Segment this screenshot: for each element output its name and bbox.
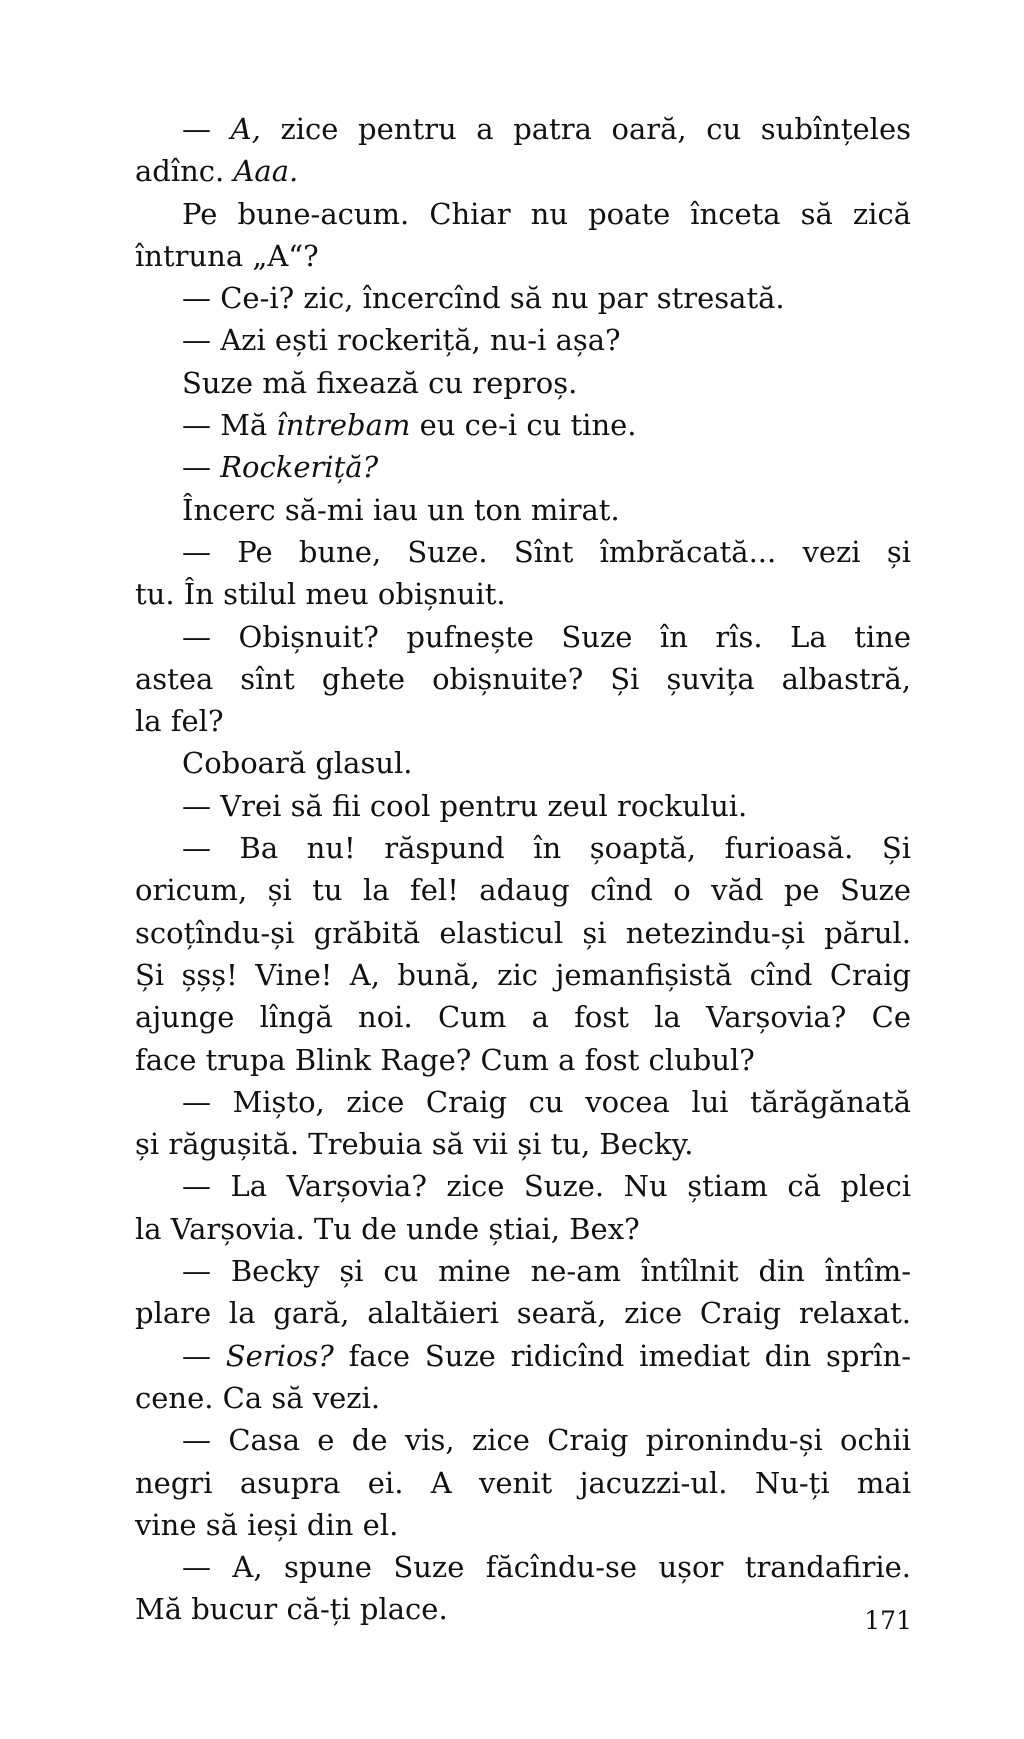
text-line <box>135 277 911 319</box>
italic-text-segment: Aaa. <box>233 154 299 189</box>
italic-text-segment: Serios? <box>225 1338 334 1373</box>
text-segment: — Ba nu! răspund în șoaptă, furioasă. Și <box>182 831 911 866</box>
text-line <box>135 1123 911 1165</box>
text-segment: Mă bucur că-ți place. <box>135 1592 448 1627</box>
text-segment: eu ce-i cu tine. <box>410 408 637 443</box>
text-segment: negri asupra ei. A venit jacuzzi-ul. Nu-ți mai <box>135 1465 911 1500</box>
text-line <box>135 912 911 954</box>
text-line <box>135 235 911 277</box>
text-segment: — La Varșovia? zice Suze. Nu știam că pleci <box>182 1169 911 1204</box>
page-number: 171 <box>864 1606 912 1635</box>
text-segment: ajunge lîngă noi. Cum a fost la Varșovia? Ce <box>135 1000 911 1035</box>
italic-text-segment: Rockeriță? <box>220 450 379 485</box>
text-segment: Coboară glasul. <box>182 746 413 781</box>
text-segment: tu. În stilul meu obișnuit. <box>135 577 506 612</box>
text-line <box>135 1165 911 1207</box>
text-line <box>135 404 911 446</box>
text-line <box>135 531 911 573</box>
text-segment: — Azi ești rockeriță, nu-i așa? <box>182 323 621 358</box>
text-segment: — Becky și cu mine ne-am întîlnit din întîm- <box>182 1254 911 1289</box>
text-line <box>135 1462 911 1504</box>
text-segment: — Ce-i? zic, încercînd să nu par stresată. <box>182 281 785 316</box>
text-line <box>135 1208 911 1250</box>
text-segment: la Varșovia. Tu de unde știai, Bex? <box>135 1211 640 1246</box>
text-segment: Și șșș! Vine! A, bună, zic jemanfișistă cînd Craig <box>135 957 911 992</box>
text-segment: vine să ieși din el. <box>135 1507 399 1542</box>
text-line <box>135 489 911 531</box>
text-segment: întruna „A“? <box>135 238 319 273</box>
text-line <box>135 658 911 700</box>
text-line <box>135 1039 911 1081</box>
text-segment: zice pentru a patra oară, cu subînțeles <box>260 112 912 146</box>
text-segment: adînc. <box>135 154 234 189</box>
text-segment: — Mă <box>182 408 277 443</box>
text-segment: — Mișto, zice Craig cu vocea lui tărăgănată <box>182 1084 911 1119</box>
text-segment: — Vrei să fii cool pentru zeul rockului. <box>182 788 748 823</box>
text-line <box>135 1419 911 1461</box>
text-line <box>135 108 911 150</box>
text-line <box>135 1250 911 1292</box>
text-line <box>135 827 911 869</box>
book-page-text <box>135 108 911 1631</box>
text-segment: astea sînt ghete obișnuite? Și șuvița albastră, <box>135 661 911 696</box>
text-segment: oricum, și tu la fel! adaug cînd o văd pe Suze <box>135 873 911 908</box>
text-line <box>135 446 911 488</box>
text-segment: face trupa Blink Rage? Cum a fost clubul? <box>135 1042 755 1077</box>
text-segment: Încerc să-mi iau un ton mirat. <box>182 492 620 527</box>
text-line <box>135 319 911 361</box>
text-line <box>135 193 911 235</box>
text-line <box>135 996 911 1038</box>
text-line <box>135 954 911 996</box>
text-segment: — Casa e de vis, zice Craig pironindu-și ochii <box>182 1423 911 1458</box>
text-segment: — A, spune Suze făcîndu-se ușor trandafirie. <box>182 1550 911 1585</box>
text-line <box>135 1292 911 1334</box>
text-segment: — <box>182 112 231 146</box>
text-segment: și răgușită. Trebuia să vii și tu, Becky. <box>135 1127 694 1162</box>
text-segment: — Obișnuit? pufnește Suze în rîs. La tine <box>182 619 911 654</box>
italic-text-segment: A, <box>230 112 261 146</box>
text-line <box>135 1335 911 1377</box>
text-line <box>135 1588 911 1630</box>
text-line <box>135 742 911 784</box>
text-segment: plare la gară, alaltăieri seară, zice Craig relaxat. <box>135 1296 911 1331</box>
text-segment: — <box>182 450 221 485</box>
text-segment: cene. Ca să vezi. <box>135 1380 381 1415</box>
text-segment: face Suze ridicînd imediat din sprîn- <box>333 1338 912 1373</box>
text-line <box>135 1081 911 1123</box>
text-line <box>135 150 911 192</box>
text-segment: Pe bune-acum. Chiar nu poate înceta să zică <box>182 196 911 231</box>
text-line <box>135 362 911 404</box>
text-line <box>135 1504 911 1546</box>
text-line <box>135 573 911 615</box>
text-segment: Suze mă fixează cu reproș. <box>182 365 578 400</box>
italic-text-segment: întrebam <box>276 408 411 443</box>
text-line <box>135 869 911 911</box>
text-line <box>135 1377 911 1419</box>
text-line <box>135 785 911 827</box>
text-line <box>135 616 911 658</box>
text-segment: — Pe bune, Suze. Sînt îmbrăcată... vezi și <box>182 534 911 569</box>
text-line <box>135 1546 911 1588</box>
text-segment: la fel? <box>135 704 224 739</box>
text-segment: scoțîndu-și grăbită elasticul și netezindu-și părul. <box>135 915 911 950</box>
text-line <box>135 700 911 742</box>
text-segment: — <box>182 1338 226 1373</box>
